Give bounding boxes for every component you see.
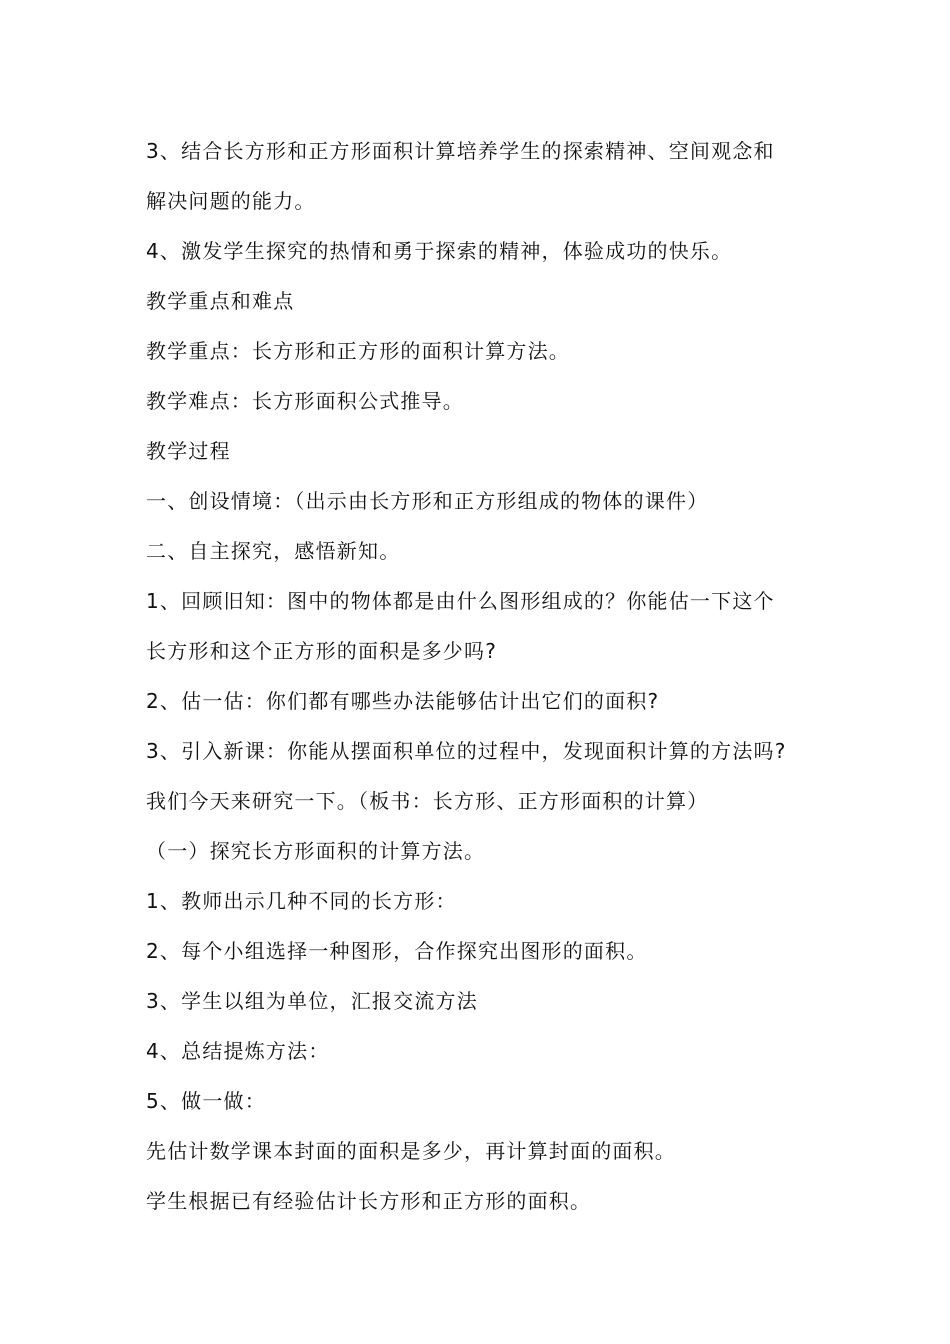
text-line: 教学重点：长方形和正方形的面积计算方法。 <box>146 339 570 363</box>
text-line: 一、创设情境：（出示由长方形和正方形组成的物体的课件） <box>146 489 709 513</box>
text-line: 3、学生以组为单位，汇报交流方法 <box>146 989 478 1013</box>
text-line: 1、教师出示几种不同的长方形： <box>146 889 457 913</box>
text-line: 3、结合长方形和正方形面积计算培养学生的探索精神、空间观念和 <box>146 139 775 163</box>
text-line: 解决问题的能力。 <box>146 189 316 213</box>
text-line: 4、激发学生探究的热情和勇于探索的精神，体验成功的快乐。 <box>146 239 733 263</box>
text-line: 4、总结提炼方法： <box>146 1039 330 1063</box>
text-line: 2、估一估：你们都有哪些办法能够估计出它们的面积? <box>146 689 660 713</box>
text-line: 长方形和这个正方形的面积是多少吗? <box>146 639 498 663</box>
text-line: 5、做一做： <box>146 1089 266 1113</box>
text-line: 教学难点：长方形面积公式推导。 <box>146 389 464 413</box>
document-body <box>146 126 816 1226</box>
text-line: 1、回顾旧知：图中的物体都是由什么图形组成的？你能估一下这个 <box>146 589 775 613</box>
text-line: 3、引入新课：你能从摆面积单位的过程中，发现面积计算的方法吗? <box>146 739 787 763</box>
text-line: 二、自主探究，感悟新知。 <box>146 539 401 563</box>
text-line: （一）探究长方形面积的计算方法。 <box>146 839 486 863</box>
section-heading: 教学重点和难点 <box>146 289 295 313</box>
text-line: 2、每个小组选择一种图形，合作探究出图形的面积。 <box>146 939 648 963</box>
text-line: 学生根据已有经验估计长方形和正方形的面积。 <box>146 1189 592 1213</box>
text-line: 先估计数学课本封面的面积是多少，再计算封面的面积。 <box>146 1139 676 1163</box>
text-line: 我们今天来研究一下。（板书：长方形、正方形面积的计算） <box>146 789 709 813</box>
section-heading: 教学过程 <box>146 439 231 463</box>
